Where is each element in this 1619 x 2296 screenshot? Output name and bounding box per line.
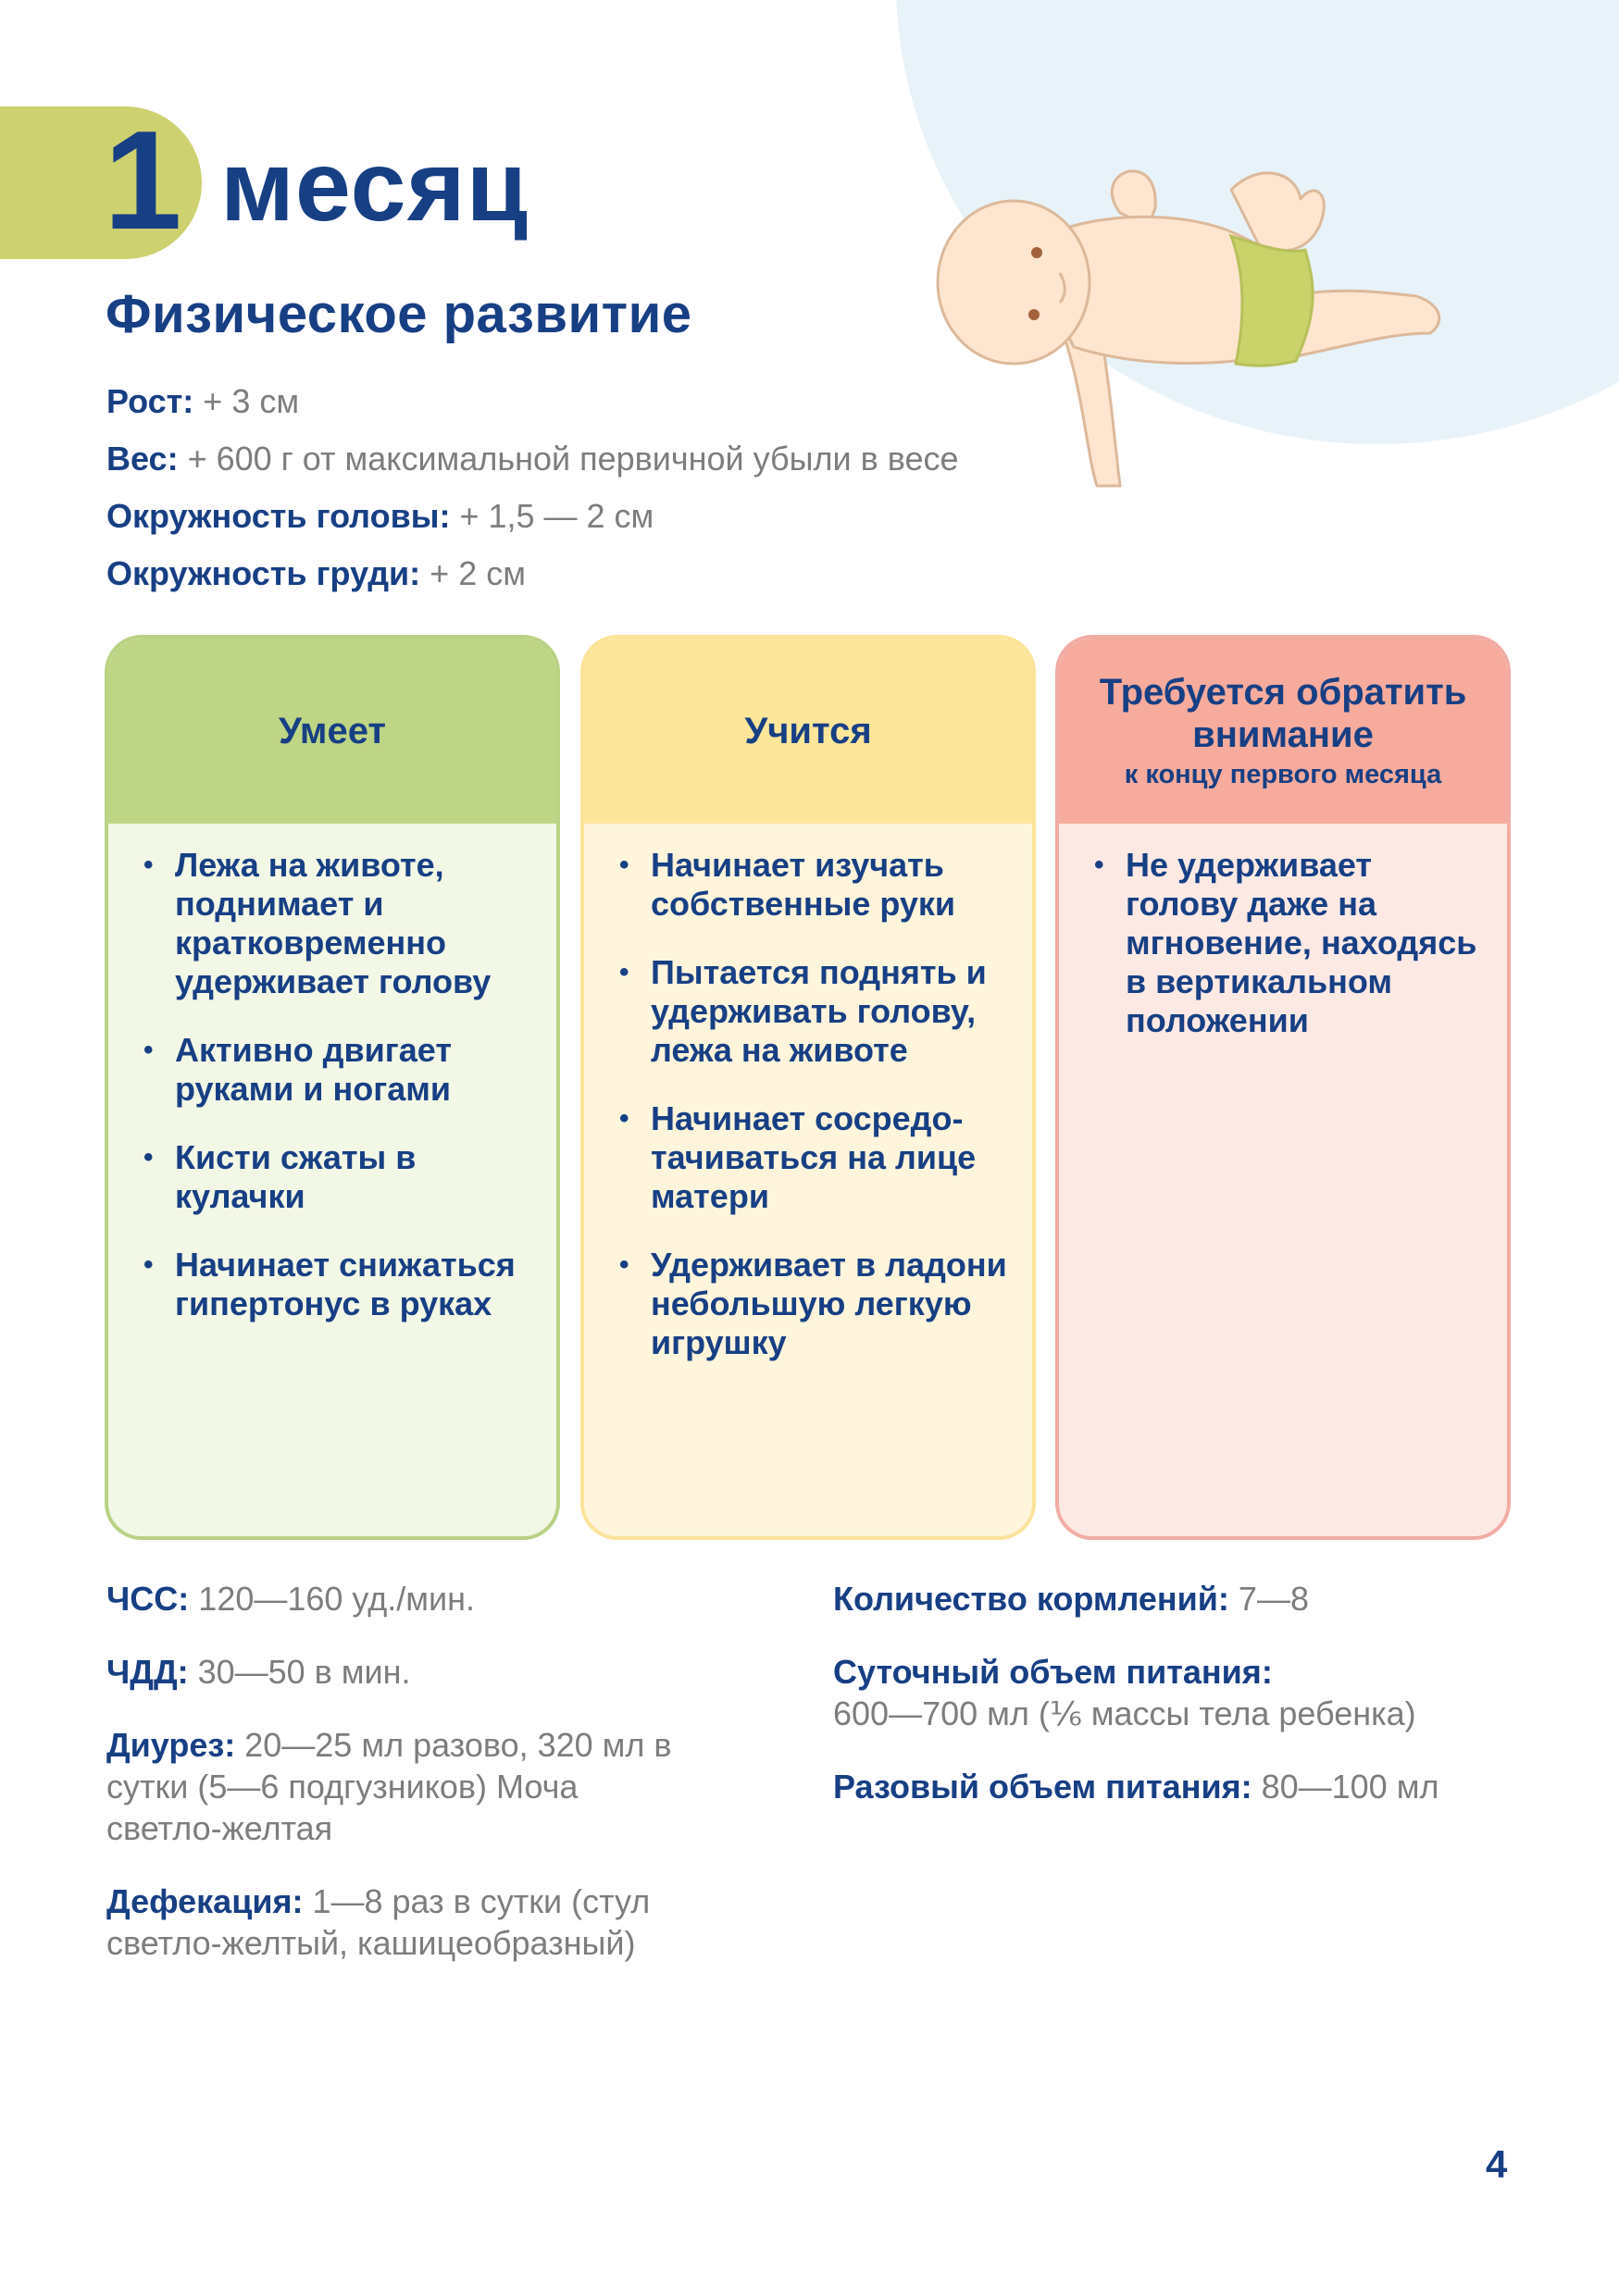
metric-weight (106, 430, 959, 488)
metric-value: + 3 см (203, 382, 300, 420)
vitals-left (106, 1578, 773, 1995)
daily-feeding-volume (833, 1651, 1537, 1734)
metric-chest-circumference (106, 545, 959, 602)
vital-value: 1—8 раз в сутки (стул светло-желтый, кашицеобразный) (106, 1882, 651, 1962)
baby-eye (1028, 309, 1040, 320)
baby-head (938, 201, 1090, 364)
baby-arm (1065, 336, 1120, 486)
metric-label: Окружность груди: (106, 554, 421, 592)
vital-value: 30—50 в мин. (197, 1653, 411, 1691)
card-learning (580, 635, 1036, 1540)
card-body (1059, 824, 1507, 1540)
baby-eye (1031, 247, 1042, 258)
card-subtitle: к концу первого месяца (1124, 760, 1442, 789)
list-item: • Активно двигает руками и ногами (143, 1031, 538, 1109)
list-item: • Пытается поднять и удерживать голову, лежа на животе (619, 953, 1014, 1070)
vital-label: Количество кормлений: (833, 1580, 1229, 1618)
metric-height (106, 373, 959, 430)
section-title: Физическое развитие (106, 284, 692, 344)
vital-value: 80—100 мл (1261, 1768, 1439, 1806)
vital-defecation (106, 1880, 736, 1964)
feeding-count (833, 1578, 1537, 1620)
physical-metrics (106, 373, 959, 602)
card-body (584, 824, 1032, 1540)
page-number: 4 (1486, 2142, 1508, 2186)
list-item: • Лежа на животе, поднимает и кратковременно удерживает голову (143, 846, 538, 1001)
vital-label: ЧДД: (106, 1653, 189, 1691)
vital-label: ЧСС: (106, 1580, 190, 1618)
card-header (108, 639, 556, 824)
baby-diaper (1231, 236, 1313, 366)
metric-value: + 2 см (430, 554, 526, 592)
card-attention (1055, 635, 1511, 1540)
vital-label: Дефекация: (106, 1882, 304, 1920)
metric-head-circumference (106, 488, 959, 545)
vital-label: Разовый объем питания: (833, 1768, 1252, 1806)
vital-respiratory-rate (106, 1651, 773, 1693)
card-title: Умеет (278, 711, 387, 751)
vital-label: Суточный объем питания: (833, 1653, 1273, 1691)
metric-label: Вес: (106, 440, 179, 478)
vital-value: 600—700 мл (⅙ массы тела ребенка) (833, 1694, 1416, 1732)
card-body (108, 824, 556, 1540)
metric-label: Рост: (106, 382, 194, 420)
vital-value: 7—8 (1238, 1580, 1309, 1618)
vital-heart-rate (106, 1578, 773, 1620)
list-item: • Удерживает в ладони небольшую легкую игрушку (619, 1246, 1014, 1362)
card-header (1059, 639, 1507, 824)
list-item: • Начинает снижаться гипертонус в руках (143, 1246, 538, 1323)
vital-diuresis (106, 1724, 699, 1849)
list-item: • Начинает изучать собственные руки (619, 846, 1014, 924)
single-feeding-volume (833, 1766, 1537, 1807)
vital-label: Диурез: (106, 1726, 236, 1764)
card-can-do (105, 635, 560, 1540)
list-item: • Начинает сосредотачиваться на лице матери (619, 1099, 1014, 1216)
baby-illustration (926, 125, 1500, 495)
vital-value: 120—160 уд./мин. (198, 1580, 475, 1618)
vital-value: 20—25 мл разово, 320 мл в сутки (5—6 подгузников) Моча светло-желтая (106, 1726, 672, 1847)
month-number: 1 (104, 102, 179, 259)
list-item: • Не удерживает голову даже на мгновение, находясь в вертикальном положении (1094, 846, 1488, 1040)
vitals-right (833, 1578, 1537, 1839)
metric-value: + 1,5 — 2 см (459, 497, 654, 535)
card-title: Учится (744, 711, 872, 751)
card-title: Требуется обратить внимание (1099, 672, 1467, 755)
list-item: • Кисти сжаты в кулачки (143, 1138, 538, 1216)
metric-value: + 600 г от максимальной первичной убыли в весе (187, 440, 959, 478)
metric-label: Окружность головы: (106, 497, 451, 535)
page-title: месяц (220, 130, 529, 242)
card-header (584, 639, 1032, 824)
